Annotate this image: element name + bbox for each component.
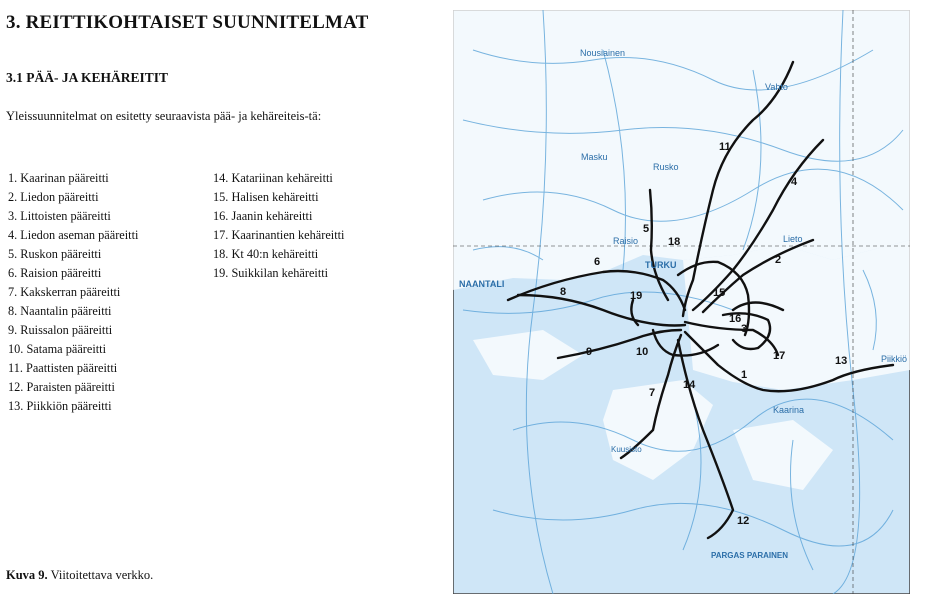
place-masku: Masku <box>581 152 608 162</box>
route-list-item: 16. Jaanin kehäreitti <box>213 209 313 223</box>
figure-caption <box>6 568 153 583</box>
route-label-11: 11 <box>719 141 731 153</box>
place-piikkio: Piikkiö <box>881 354 908 364</box>
route-label-15: 15 <box>713 287 726 299</box>
place-vahto: Vahto <box>765 82 788 92</box>
place-turku: TURKU <box>645 260 677 270</box>
route-list-item: 15. Halisen kehäreitti <box>213 190 319 204</box>
route-label-5: 5 <box>643 223 650 235</box>
route-list-item: 2. Liedon pääreitti <box>8 190 99 204</box>
route-list-item: 9. Ruissalon pääreitti <box>8 323 113 337</box>
map-canvas <box>453 10 910 594</box>
route-label-12: 12 <box>737 515 750 527</box>
route-label-18: 18 <box>668 236 681 248</box>
section-heading: 3. REITTIKOHTAISET SUUNNITELMAT <box>6 12 369 33</box>
route-list-item: 10. Satama pääreitti <box>8 342 106 356</box>
place-raisio: Raisio <box>613 236 639 246</box>
route-list-item: 1. Kaarinan pääreitti <box>8 171 109 185</box>
route-list-item: 13. Piikkiön pääreitti <box>8 399 112 413</box>
route-label-3: 3 <box>741 323 748 335</box>
route-label-2: 2 <box>775 254 782 266</box>
route-list-item: 11. Paattisten pääreitti <box>8 361 118 375</box>
subsection-heading: 3.1 PÄÄ- JA KEHÄREITIT <box>6 70 169 85</box>
route-label-19: 19 <box>630 290 643 302</box>
route-list-item: 7. Kakskerran pääreitti <box>8 285 121 299</box>
route-network-map <box>453 10 910 594</box>
route-label-1: 1 <box>741 369 748 381</box>
route-list-item: 12. Paraisten pääreitti <box>8 380 115 394</box>
intro-paragraph: Yleissuunnitelmat on esitetty seuraavista pää- ja kehäreiteis-tä: <box>6 109 322 123</box>
place-pargas: PARGAS PARAINEN <box>711 551 789 560</box>
caption-text: Viitoitettava verkko. <box>47 568 154 582</box>
route-label-6: 6 <box>594 256 601 268</box>
route-list-item: 19. Suikkilan kehäreitti <box>213 266 329 280</box>
route-label-4: 4 <box>791 176 798 188</box>
text-column <box>6 0 426 602</box>
route-label-13: 13 <box>835 355 848 367</box>
main-routes-list <box>8 169 138 416</box>
route-label-14: 14 <box>683 379 696 391</box>
route-label-17: 17 <box>773 350 786 362</box>
place-rusko: Rusko <box>653 162 679 172</box>
route-list-item: 4. Liedon aseman pääreitti <box>8 228 139 242</box>
place-kuusisto: Kuusisto <box>611 445 642 454</box>
route-list-item: 17. Kaarinantien kehäreitti <box>213 228 345 242</box>
route-list-item: 14. Katariinan kehäreitti <box>213 171 333 185</box>
place-lieto: Lieto <box>783 234 803 244</box>
route-label-8: 8 <box>560 286 567 298</box>
route-label-9: 9 <box>586 346 593 358</box>
ring-routes-list <box>213 169 344 283</box>
route-list-item: 3. Littoisten pääreitti <box>8 209 111 223</box>
route-label-16: 16 <box>729 313 742 325</box>
route-label-10: 10 <box>636 346 649 358</box>
place-kaarina: Kaarina <box>773 405 805 415</box>
route-label-7: 7 <box>649 387 656 399</box>
place-naantali: NAANTALI <box>459 279 505 289</box>
caption-label: Kuva 9. <box>6 568 48 582</box>
route-list-item: 6. Raision pääreitti <box>8 266 102 280</box>
route-list-item: 8. Naantalin pääreitti <box>8 304 112 318</box>
place-nousiainen: Nousiainen <box>580 48 626 58</box>
route-list-item: 5. Ruskon pääreitti <box>8 247 102 261</box>
route-list-item: 18. Kt 40:n kehäreitti <box>213 247 319 261</box>
